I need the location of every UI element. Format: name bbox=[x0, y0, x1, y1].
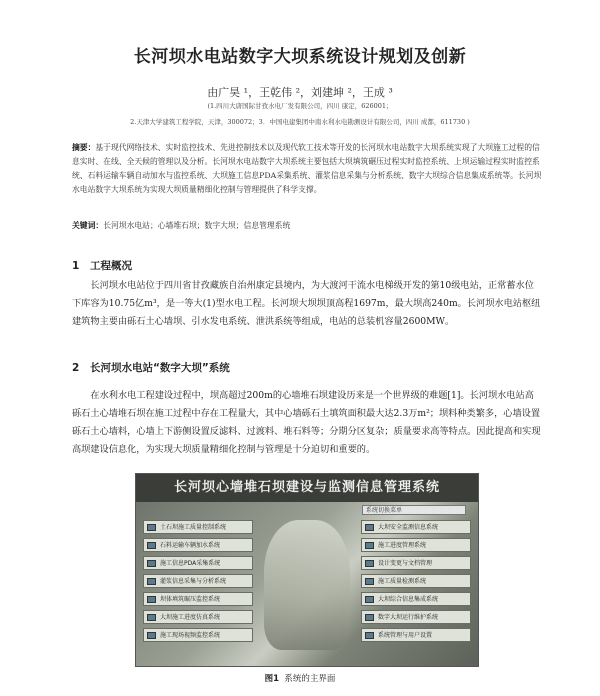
module-icon bbox=[147, 542, 156, 549]
figure-menu-button: 坝体填筑碾压监控系统 bbox=[143, 592, 253, 606]
keywords-label: 关键词： bbox=[72, 221, 104, 230]
module-icon bbox=[147, 578, 156, 585]
figure-menu-button: 土石坝施工质量控制系统 bbox=[143, 520, 253, 534]
keywords bbox=[72, 220, 542, 231]
module-icon bbox=[365, 524, 374, 531]
module-icon bbox=[365, 578, 374, 585]
figure-menu-button: 施工进度管理系统 bbox=[361, 538, 471, 552]
figure-menu-switch: 系统切换菜单 bbox=[362, 505, 466, 515]
figure-caption-label: 图1 bbox=[264, 674, 279, 684]
module-icon bbox=[365, 632, 374, 639]
module-icon bbox=[147, 614, 156, 621]
module-icon bbox=[365, 560, 374, 567]
module-icon bbox=[147, 560, 156, 567]
module-icon bbox=[147, 632, 156, 639]
dam-image bbox=[264, 520, 350, 650]
figure-screen-title: 长河坝心墙堆石坝建设与监测信息管理系统 bbox=[136, 474, 478, 502]
section-1-heading bbox=[72, 258, 132, 273]
figure-caption-text: 系统的主界面 bbox=[284, 674, 336, 684]
keywords-text: 长河坝水电站；心墙堆石坝；数字大坝；信息管理系统 bbox=[103, 221, 291, 230]
module-icon bbox=[147, 596, 156, 603]
abstract bbox=[72, 141, 542, 197]
figure-menu-button: 灌浆信息采集与分析系统 bbox=[143, 574, 253, 588]
section-2-heading bbox=[72, 360, 230, 375]
section-2-number: 2 bbox=[72, 362, 80, 374]
figure-menu-button: 石料运输车辆加水系统 bbox=[143, 538, 253, 552]
figure-menu-button: 大坝综合信息集成系统 bbox=[361, 592, 471, 606]
figure-right-menu bbox=[361, 520, 471, 646]
figure-menu-button: 数字大坝运行维护系统 bbox=[361, 610, 471, 624]
section-1-title: 工程概况 bbox=[90, 260, 132, 272]
abstract-label: 摘要： bbox=[72, 143, 96, 152]
figure-left-menu bbox=[143, 520, 253, 646]
figure-caption bbox=[0, 672, 600, 684]
figure-menu-button: 大坝施工进度仿真系统 bbox=[143, 610, 253, 624]
figure-menu-button: 施工信息PDA采集系统 bbox=[143, 556, 253, 570]
module-icon bbox=[365, 596, 374, 603]
figure-system-screenshot bbox=[135, 473, 479, 667]
section-1-paragraph: 长河坝水电站位于四川省甘孜藏族自治州康定县境内，为大渡河干流水电梯级开发的第10级电站，正常蓄水位下库容为10.75亿m³，是一等大(1)型水电工程。长河坝大坝坝顶高程1697m，最大坝高240m。长河坝水电站枢纽建筑物主要由砾石土心墙坝、引水发电系统、泄洪系统等组成，电站的总装机容量2600MW。 bbox=[72, 280, 541, 327]
abstract-text: 基于现代网络技术、实时监控技术、先进控制技术以及现代软工技术等开发的长河坝水电站数字大坝系统实现了大坝施工过程的信息实时、在线、全天候的管理以及分析。长河坝水电站数字大坝系统主要包括大坝填筑碾压过程实时监控系统、上坝运输过程实时监控系统、石料运输车辆自动加水与监控系统、大坝施工信息PDA采集系统、灌浆信息采集与分析系统、数字大坝综合信息集成系统等。长河坝水电站数字大坝系统为实现大坝质量精细化控制与管理提供了科学支撑。 bbox=[72, 143, 542, 194]
section-2-paragraph: 在水利水电工程建设过程中，坝高超过200m的心墙堆石坝建设历来是一个世界级的难题[1]。长河坝水电站高砾石土心墙堆石坝在施工过程中存在工程量大，其中心墙砾石土填筑面积最大达2.3万m²；坝料种类繁多，心墙设置砾石土心墙料，心墙上下游侧设置反滤料、过渡料、堆石料等；分期分区复杂；质量要求高等特点。因此提高和实现高坝建设信息化，为实现大坝质量精细化控制与管理是十分迫切和重要的。 bbox=[72, 390, 541, 455]
figure-menu-button: 施工现场视频监控系统 bbox=[143, 628, 253, 642]
figure-menu-button: 施工质量检测系统 bbox=[361, 574, 471, 588]
figure-menu-button: 设计变更与文档管理 bbox=[361, 556, 471, 570]
paper-title: 长河坝水电站数字大坝系统设计规划及创新 bbox=[133, 47, 467, 67]
figure-background-map bbox=[136, 502, 478, 666]
affiliation-line-1: (1.四川大唐国际甘孜水电厂发有限公司，四川 康定，626001； bbox=[207, 102, 393, 110]
module-icon bbox=[365, 614, 374, 621]
figure-menu-button: 大坝安全监测信息系统 bbox=[361, 520, 471, 534]
module-icon bbox=[365, 542, 374, 549]
affiliation-line-2: 2.天津大学建筑工程学院，天津，300072；3．中国电建集团中南水利水电勘测设计有限公司，四川 成都，611730 ) bbox=[130, 118, 470, 126]
author-list: 由广昊 ¹，王乾伟 ²，刘建坤 ²，王成 ³ bbox=[207, 86, 393, 99]
section-1-number: 1 bbox=[72, 260, 80, 272]
figure-menu-button: 系统管理与用户设置 bbox=[361, 628, 471, 642]
section-2-title: 长河坝水电站“数字大坝”系统 bbox=[90, 362, 230, 374]
module-icon bbox=[147, 524, 156, 531]
